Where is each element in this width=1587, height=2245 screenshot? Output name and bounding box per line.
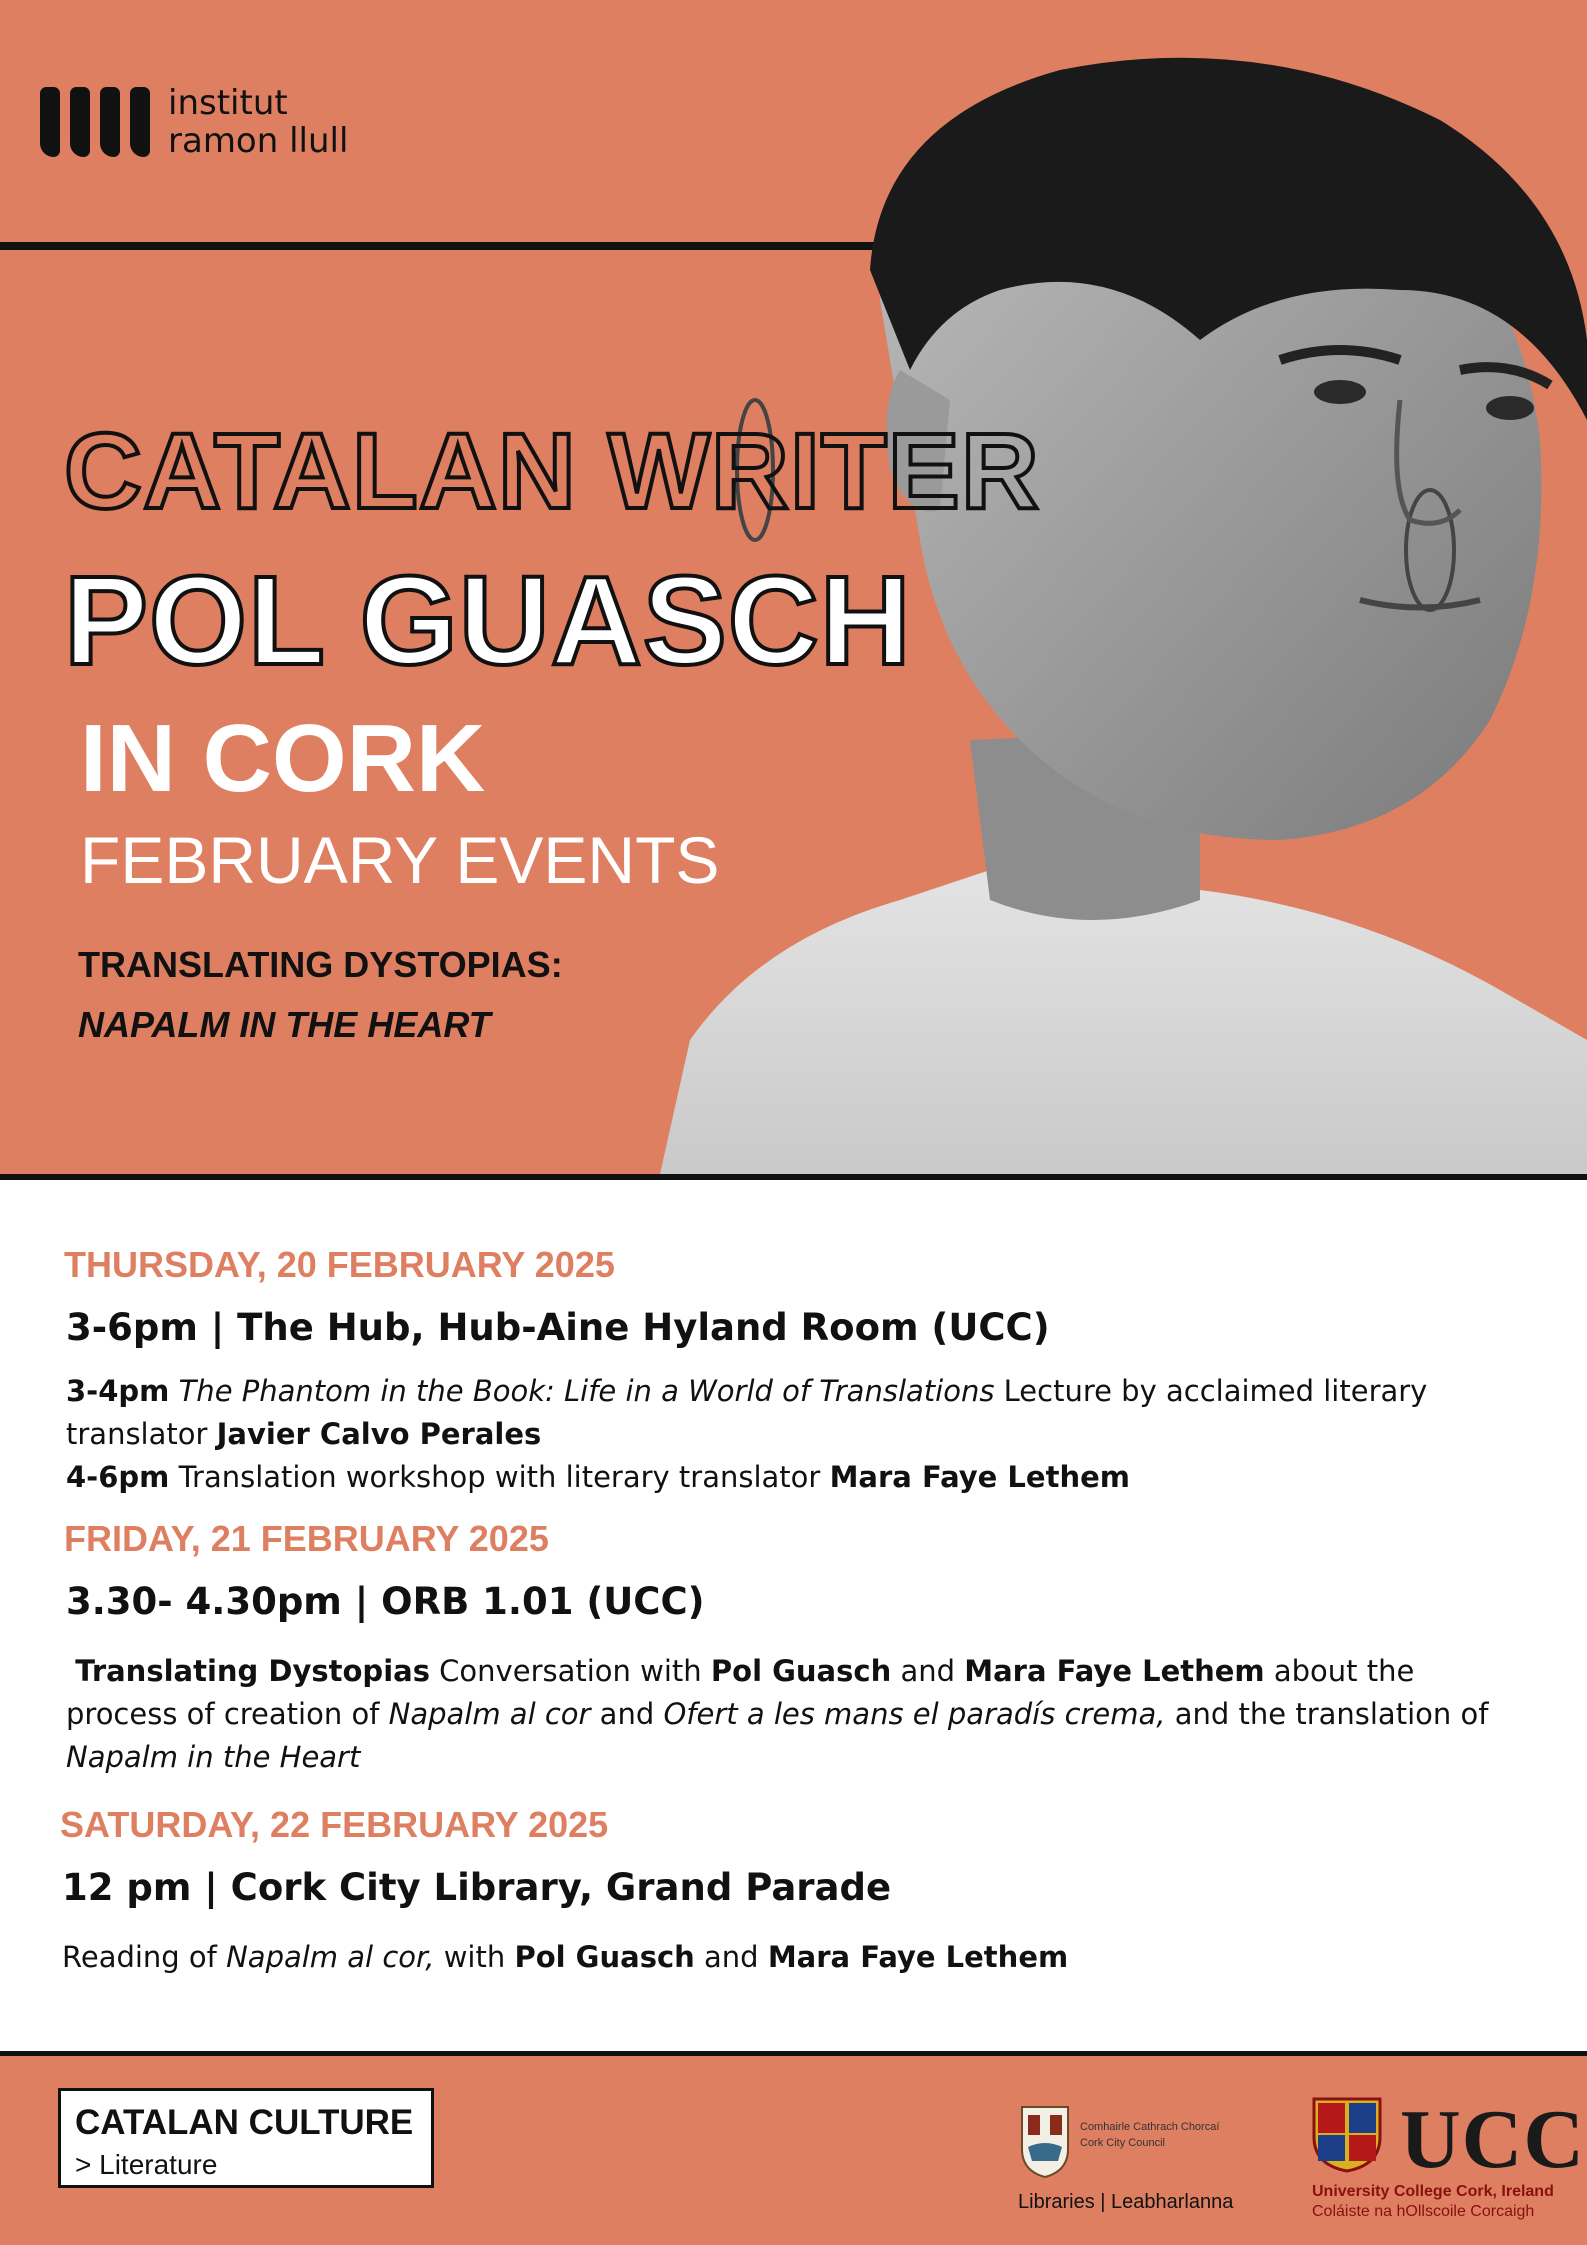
lib-caption: Libraries | Leabharlanna [1018, 2191, 1234, 2213]
llull-logo-mark-icon [40, 87, 150, 157]
events-section [0, 1180, 1587, 2051]
event-slot-saturday: 12 pm | Cork City Library, Grand Parade [62, 1866, 892, 1909]
event-slot-friday: 3.30- 4.30pm | ORB 1.01 (UCC) [66, 1580, 705, 1623]
logo-line-1: institut [168, 83, 288, 123]
lib-council-english: Cork City Council [1080, 2137, 1165, 2149]
cork-city-crest-icon [1018, 2101, 1072, 2179]
footer-sponsors [0, 2051, 1587, 2245]
headline-in-cork: IN CORK [80, 705, 486, 812]
catalan-culture-logo [58, 2088, 434, 2188]
ucc-wordmark: UCC [1400, 2093, 1585, 2186]
catalan-culture-subtitle: > Literature [75, 2149, 218, 2180]
headline-pol-guasch: POL GUASCH [64, 550, 912, 691]
headline-catalan-writer: CATALAN WRITER [64, 410, 1040, 531]
event-desc-saturday: Reading of Napalm al cor, with Pol Guasch and Mara Faye Lethem [62, 1940, 1069, 1974]
ucc-logo [1312, 2093, 1585, 2227]
catalan-culture-title: CATALAN CULTURE [75, 2103, 414, 2142]
event-desc-thursday: 3-4pm The Phantom in the Book: Life in a World of Translations Lecture by acclaimed literary translator Javier Calvo Perales 4-6pm Translation workshop with literary translator Mara Faye Lethem [66, 1374, 1428, 1494]
ucc-name-english: University College Cork, Ireland [1312, 2183, 1554, 2200]
event-day-thursday: THURSDAY, 20 FEBRUARY 2025 [64, 1244, 615, 1285]
event-desc-friday: Translating Dystopias Conversation with Pol Guasch and Mara Faye Lethem about the process of creation of Napalm al cor and Ofert a les mans el paradís crema, and the translation of Napalm in the Heart [66, 1654, 1489, 1774]
event-day-friday: FRIDAY, 21 FEBRUARY 2025 [64, 1518, 549, 1559]
footer-divider [0, 2051, 1587, 2056]
lib-council-irish: Comhairle Cathrach Chorcaí [1080, 2121, 1220, 2133]
ucc-crest-icon [1312, 2097, 1382, 2173]
headline-february-events: FEBRUARY EVENTS [80, 823, 720, 897]
ucc-name-irish: Coláiste na hOllscoile Corcaigh [1312, 2203, 1535, 2220]
subtitle-translating-dystopias: TRANSLATING DYSTOPIAS: [78, 944, 563, 985]
event-day-saturday: SATURDAY, 22 FEBRUARY 2025 [60, 1804, 609, 1845]
institut-ramon-llull-logo [40, 82, 348, 162]
cork-city-libraries-logo [1018, 2101, 1248, 2221]
logo-line-2: ramon llull [168, 121, 349, 161]
event-slot-thursday: 3-6pm | The Hub, Hub-Aine Hyland Room (UCC) [66, 1306, 1050, 1349]
subtitle-napalm-in-the-heart: NAPALM IN THE HEART [78, 1004, 491, 1045]
